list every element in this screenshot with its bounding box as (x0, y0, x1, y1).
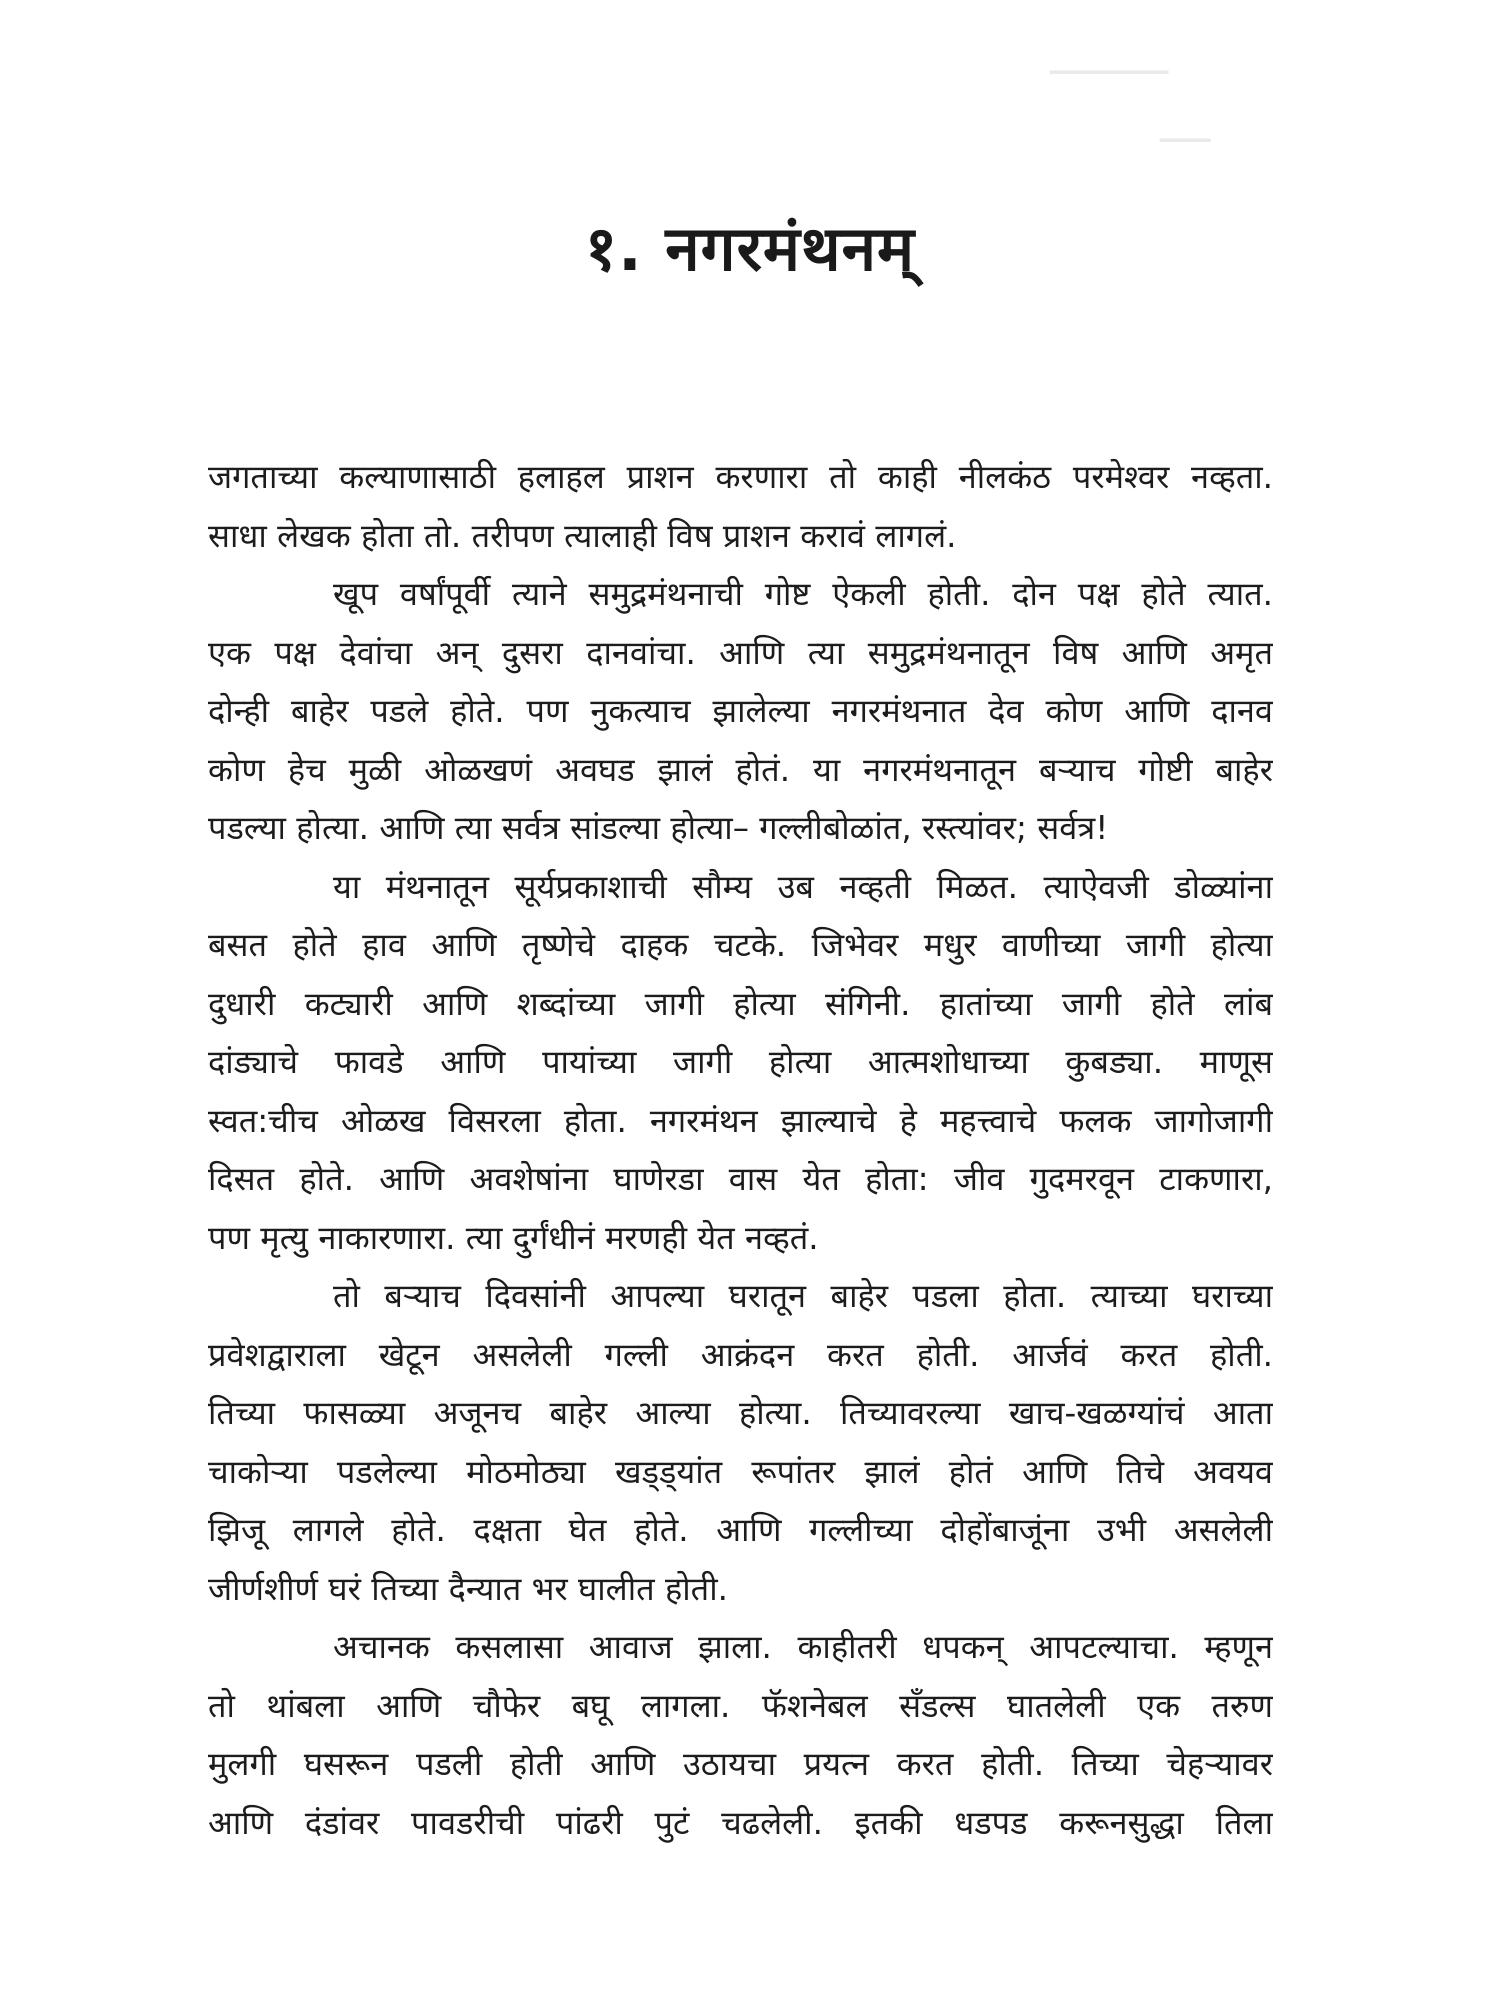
text-line: साधा लेखक होता तो. तरीपण त्यालाही विष प्राशन करावं लागलं. (208, 516, 957, 555)
text-line: दांड्याचे फावडे आणि पायांच्या जागी होत्या आत्मशोधाच्या कुबड्या. माणूस (208, 1043, 1273, 1081)
text-line: या मंथनातून सूर्यप्रकाशाची सौम्य उब नव्हती मिळत. त्याऐवजी डोळ्यांना (333, 867, 1273, 906)
paragraph (208, 1618, 1273, 1852)
chapter-body (208, 448, 1273, 1852)
text-line: जगताच्या कल्याणासाठी हलाहल प्राशन करणारा तो काही नीलकंठ परमेश्वर नव्हता. (208, 458, 1273, 496)
text-line: एक पक्ष देवांचा अन् दुसरा दानवांचा. आणि त्या समुद्रमंथनातून विष आणि अमृत (208, 633, 1273, 672)
text-line: दोन्ही बाहेर पडले होते. पण नुकत्याच झालेल्या नगरमंथनात देव कोण आणि दानव (208, 692, 1273, 730)
text-line: बसत होते हाव आणि तृष्णेचे दाहक चटके. जिभेवर मधुर वाणीच्या जागी होत्या (208, 926, 1273, 964)
paragraph (208, 448, 1273, 565)
bleed-through-mark: ▔▔▔▔▔▔▔ (1050, 72, 1169, 97)
text-line: अचानक कसलासा आवाज झाला. काहीतरी धपकन् आपटल्याचा. म्हणून (333, 1628, 1273, 1666)
text-line: प्रवेशद्वाराला खेटून असलेली गल्ली आक्रंदन करत होती. आर्जवं करत होती. (208, 1335, 1273, 1374)
text-line: खूप वर्षांपूर्वी त्याने समुद्रमंथनाची गोष्ट ऐकली होती. दोन पक्ष होते त्यात. (333, 575, 1273, 613)
text-line: मुलगी घसरून पडली होती आणि उठायचा प्रयत्न करत होती. तिच्या चेहऱ्यावर (208, 1745, 1273, 1783)
text-line: तो बऱ्याच दिवसांनी आपल्या घरातून बाहेर पडला होता. त्याच्या घराच्या (333, 1277, 1273, 1315)
text-line: आणि दंडांवर पावडरीची पांढरी पुटं चढलेली. इतकी धडपड करूनसुद्धा तिला (208, 1803, 1273, 1842)
text-line: कोण हेच मुळी ओळखणं अवघड झालं होतं. या नगरमंथनातून बऱ्याच गोष्टी बाहेर (208, 750, 1273, 789)
chapter-title: १. नगरमंथनम् (584, 212, 916, 285)
text-line: चाकोऱ्या पडलेल्या मोठमोठ्या खड्ड्यांत रूपांतर झालं होतं आणि तिचे अवयव (208, 1452, 1273, 1491)
text-line: दिसत होते. आणि अवशेषांना घाणेरडा वास येत होता: जीव गुदमरवून टाकणारा, (208, 1160, 1273, 1198)
text-line: पण मृत्यु नाकारणारा. त्या दुर्गंधीनं मरणही येत नव्हतं. (208, 1218, 819, 1257)
text-line: जीर्णशीर्ण घरं तिच्या दैन्यात भर घालीत होती. (208, 1569, 728, 1608)
paragraph (208, 1267, 1273, 1618)
text-line: तो थांबला आणि चौफेर बघू लागला. फॅशनेबल सँडल्स घातलेली एक तरुण (208, 1686, 1273, 1725)
paragraph (208, 565, 1273, 858)
bleed-through-mark: ▔▔▔ (1160, 140, 1211, 165)
text-line: तिच्या फासळ्या अजूनच बाहेर आल्या होत्या. तिच्यावरल्या खाच-खळग्यांचं आता (208, 1394, 1273, 1432)
text-line: दुधारी कट्यारी आणि शब्दांच्या जागी होत्या संगिनी. हातांच्या जागी होते लांब (208, 984, 1273, 1023)
text-line: झिजू लागले होते. दक्षता घेत होते. आणि गल्लीच्या दोहोंबाजूंना उभी असलेली (208, 1511, 1273, 1549)
paragraph (208, 858, 1273, 1268)
text-line: पडल्या होत्या. आणि त्या सर्वत्र सांडल्या होत्या– गल्लीबोळांत, रस्त्यांवर; सर्वत्र! (208, 809, 1109, 847)
text-line: स्वत:चीच ओळख विसरला होता. नगरमंथन झाल्याचे हे महत्त्वाचे फलक जागोजागी (208, 1101, 1273, 1140)
